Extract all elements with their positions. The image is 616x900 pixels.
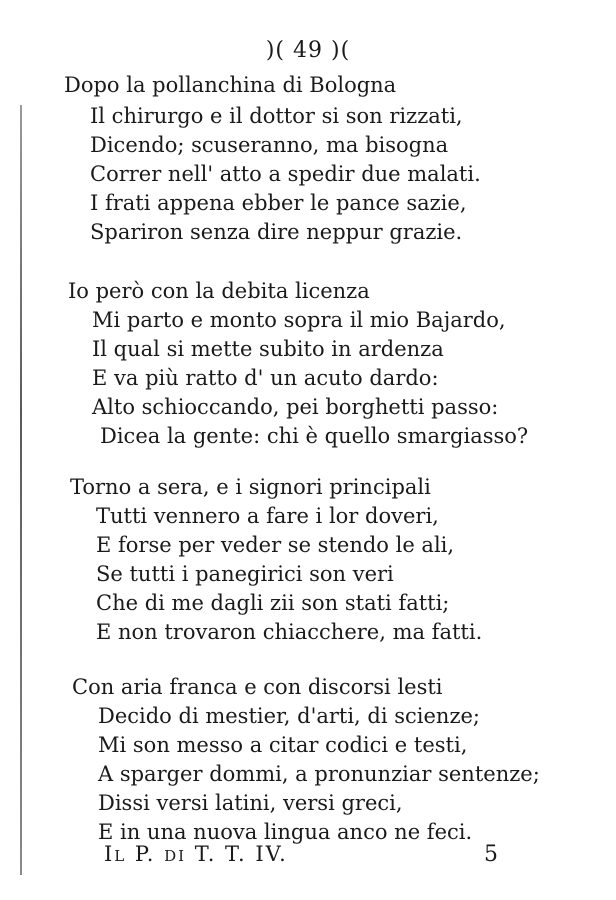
verse-line: Il chirurgo e il dottor si son rizzati, bbox=[90, 104, 463, 128]
printer-signature: Il P. di T. T. IV. bbox=[104, 842, 288, 866]
verse-line: Dopo la pollanchina di Bologna bbox=[64, 73, 397, 97]
verse-line: Che di me dagli zii son stati fatti; bbox=[96, 591, 450, 615]
verse-line: Se tutti i panegirici son veri bbox=[96, 562, 394, 586]
verse-line: Decido di mestier, d'arti, di scienze; bbox=[98, 704, 481, 728]
verse-line: I frati appena ebber le pance sazie, bbox=[90, 191, 467, 215]
page-footer bbox=[0, 842, 616, 872]
verse-line: A sparger dommi, a pronunziar sentenze; bbox=[98, 762, 540, 786]
page-number: )( 49 )( bbox=[265, 38, 351, 63]
verse-line: E va più ratto d' un acuto dardo: bbox=[92, 366, 439, 390]
verse-line: E in una nuova lingua anco ne feci. bbox=[98, 820, 473, 844]
verse-line: Spariron senza dire neppur grazie. bbox=[90, 220, 463, 244]
verse-line: Torno a sera, e i signori principali bbox=[70, 475, 431, 499]
verse-line: Dicendo; scuseranno, ma bisogna bbox=[90, 133, 449, 157]
sheet-number: 5 bbox=[484, 842, 498, 867]
verse-line: Tutti vennero a fare i lor doveri, bbox=[96, 504, 439, 528]
verse-line: Io però con la debita licenza bbox=[68, 279, 370, 303]
verse-line: E non trovaron chiacchere, ma fatti. bbox=[96, 620, 483, 644]
verse-line: Mi son messo a citar codici e testi, bbox=[98, 733, 468, 757]
verse-line: Il qual si mette subito in ardenza bbox=[92, 337, 444, 361]
verse-line: Mi parto e monto sopra il mio Bajardo, bbox=[92, 308, 506, 332]
verse-line: E forse per veder se stendo le ali, bbox=[96, 533, 455, 557]
verse-line: Alto schioccando, pei borghetti passo: bbox=[92, 395, 499, 419]
verse-line: Dissi versi latini, versi greci, bbox=[98, 791, 403, 815]
verse-line: Dicea la gente: chi è quello smargiasso? bbox=[100, 424, 529, 448]
verse-line: Con aria franca e con discorsi lesti bbox=[72, 675, 443, 699]
page-edge-rule bbox=[20, 105, 22, 875]
verse-line: Correr nell' atto a spedir due malati. bbox=[90, 162, 481, 186]
